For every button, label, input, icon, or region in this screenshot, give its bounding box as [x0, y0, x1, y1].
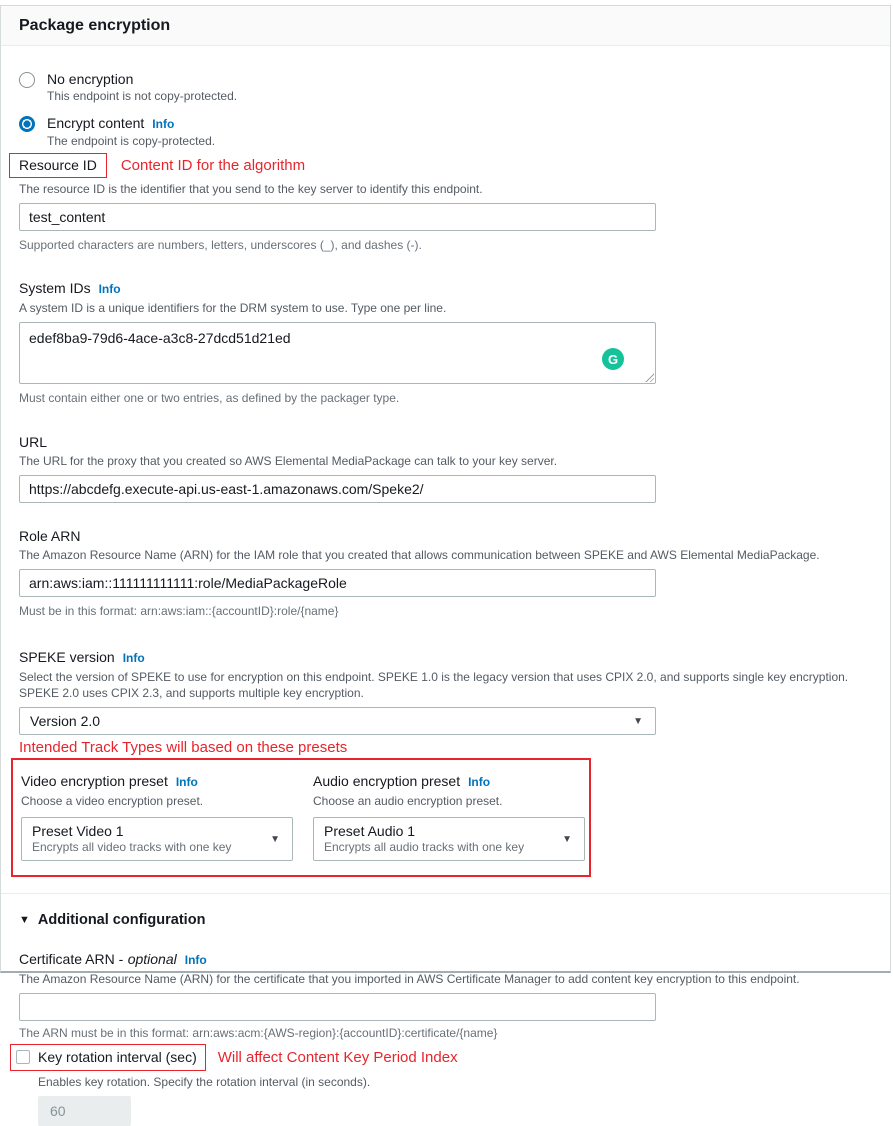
url-description: The URL for the proxy that you created so AWS Elemental MediaPackage can talk to your key server. — [19, 454, 558, 468]
video-preset-selected-value: Preset Video 1 — [32, 823, 124, 839]
speke-version-field — [19, 648, 872, 735]
resource-id-annotation: Content ID for the algorithm — [120, 156, 306, 174]
resource-id-label-redbox: Resource ID — [9, 153, 107, 178]
certificate-arn-info-link[interactable]: Info — [184, 953, 207, 967]
encrypt-content-radio[interactable] — [19, 116, 35, 132]
role-arn-input[interactable] — [19, 569, 656, 597]
caret-down-icon: ▼ — [19, 914, 30, 926]
certificate-arn-helper: The ARN must be in this format: arn:aws:acm:{AWS-region}:{accountID}:certificate/{name} — [19, 1026, 498, 1040]
no-encryption-description: This endpoint is not copy-protected. — [47, 89, 238, 103]
url-field — [19, 433, 872, 503]
resource-id-helper: Supported characters are numbers, letters, underscores (_), and dashes (-). — [19, 238, 422, 252]
radio-row-no-encryption — [19, 70, 872, 104]
certificate-arn-field — [19, 950, 872, 1040]
key-rotation-interval-input[interactable] — [38, 1096, 131, 1126]
encrypt-content-description: The endpoint is copy-protected. — [47, 134, 216, 148]
video-preset-info-link[interactable]: Info — [175, 775, 198, 789]
certificate-arn-input[interactable] — [19, 993, 656, 1021]
audio-preset-info-link[interactable]: Info — [468, 775, 491, 789]
chevron-down-icon: ▼ — [633, 715, 643, 727]
chevron-down-icon: ▼ — [270, 833, 280, 845]
role-arn-field — [19, 527, 872, 618]
certificate-arn-description: The Amazon Resource Name (ARN) for the certificate that you imported in AWS Certificate Manager to add content key encryption to this endpoint. — [19, 972, 800, 986]
role-arn-helper: Must be in this format: arn:aws:iam::{accountID}:role/{name} — [19, 604, 339, 618]
role-arn-label: Role ARN — [19, 528, 81, 544]
audio-preset-select[interactable] — [313, 817, 585, 861]
key-rotation-annotation-box — [10, 1044, 206, 1071]
panel-header — [1, 6, 890, 46]
video-preset-selected-description: Encrypts all video tracks with one key — [32, 840, 232, 854]
certificate-arn-optional-label: optional — [127, 951, 177, 967]
url-input[interactable] — [19, 475, 656, 503]
resource-id-field — [19, 153, 872, 252]
resource-id-input[interactable] — [19, 203, 656, 231]
resource-id-description: The resource ID is the identifier that you send to the key server to identify this endpoint. — [19, 182, 483, 196]
key-rotation-annotation: Will affect Content Key Period Index — [217, 1048, 458, 1066]
video-preset-description: Choose a video encryption preset. — [21, 794, 204, 808]
additional-configuration-title: Additional configuration — [37, 912, 206, 928]
key-rotation-description: Enables key rotation. Specify the rotation interval (in seconds). — [38, 1075, 371, 1089]
presets-annotation-box — [11, 758, 591, 877]
video-preset-label: Video encryption preset — [21, 773, 168, 789]
system-ids-label: System IDs — [19, 280, 91, 296]
audio-preset-field — [313, 772, 585, 861]
system-ids-textarea[interactable] — [19, 322, 656, 384]
system-ids-description: A system ID is a unique identifiers for the DRM system to use. Type one per line. — [19, 301, 447, 315]
package-encryption-panel — [0, 5, 891, 1089]
video-preset-field — [21, 772, 293, 861]
grammarly-icon[interactable]: G — [602, 348, 624, 370]
audio-preset-selected-value: Preset Audio 1 — [324, 823, 416, 839]
key-rotation-label: Key rotation interval (sec) — [38, 1049, 197, 1065]
encrypt-content-info-link[interactable]: Info — [152, 117, 175, 131]
certificate-arn-label: Certificate ARN - — [19, 951, 124, 967]
video-preset-select[interactable] — [21, 817, 293, 861]
radio-row-encrypt-content — [19, 114, 872, 149]
audio-preset-selected-description: Encrypts all audio tracks with one key — [324, 840, 525, 854]
system-ids-helper: Must contain either one or two entries, as defined by the packager type. — [19, 391, 400, 405]
additional-configuration-toggle[interactable] — [19, 912, 872, 928]
section-divider — [1, 893, 890, 894]
speke-version-selected-value: Version 2.0 — [30, 713, 101, 729]
url-label: URL — [19, 434, 48, 450]
chevron-down-icon: ▼ — [562, 833, 572, 845]
speke-version-description: Select the version of SPEKE to use for encryption on this endpoint. SPEKE 1.0 is the legacy version that uses CPIX 2.0, and supports single key encryption. SPEKE 2.0 uses CPIX 2.3, and supports multiple key encryption. — [19, 670, 849, 700]
audio-preset-description: Choose an audio encryption preset. — [313, 794, 503, 808]
no-encryption-label[interactable]: No encryption — [47, 71, 134, 87]
system-ids-info-link[interactable]: Info — [98, 282, 121, 296]
system-ids-field — [19, 279, 872, 405]
audio-preset-label: Audio encryption preset — [313, 773, 461, 789]
page-title: Package encryption — [19, 16, 171, 34]
panel-content — [1, 46, 890, 1126]
role-arn-description: The Amazon Resource Name (ARN) for the IAM role that you created that allows communication between SPEKE and AWS Elemental MediaPackage. — [19, 548, 820, 562]
encrypt-content-label[interactable]: Encrypt content — [47, 115, 145, 131]
key-rotation-row — [10, 1044, 872, 1071]
key-rotation-checkbox[interactable] — [16, 1050, 30, 1064]
presets-annotation: Intended Track Types will based on these presets — [19, 739, 348, 756]
speke-version-select[interactable] — [19, 707, 656, 735]
speke-version-label: SPEKE version — [19, 649, 115, 665]
speke-version-info-link[interactable]: Info — [122, 651, 145, 665]
no-encryption-radio[interactable] — [19, 72, 35, 88]
